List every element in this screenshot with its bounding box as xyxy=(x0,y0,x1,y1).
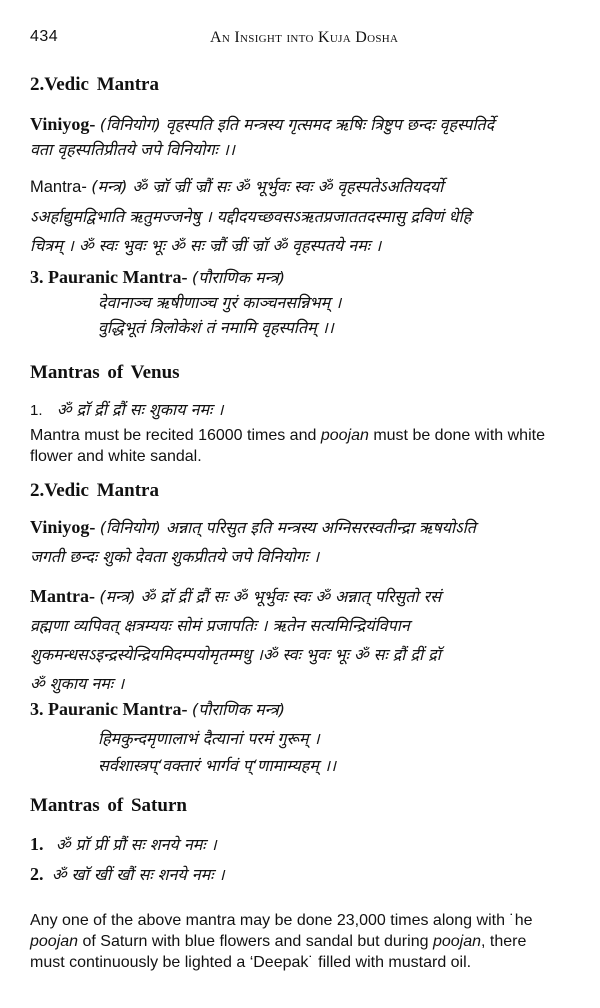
paragraph-text: , there xyxy=(480,933,527,950)
jupiter-vedic-section xyxy=(30,74,580,96)
venus-vedic-section xyxy=(30,480,580,502)
list-number: 2. xyxy=(30,864,44,884)
paragraph-line: Any one of the above mantra may be done 23,000 times along with ˙he xyxy=(30,912,533,929)
running-header xyxy=(30,28,580,52)
viniyog-text-line: (विनियोग) वृहस्पति इति मन्त्रस्य गृत्समद ऋषिः त्रिष्टुप छन्दः वृहस्पतिर्दे xyxy=(99,115,495,134)
instruction-text: flower and white sandal. xyxy=(30,448,202,465)
jupiter-mantra xyxy=(30,174,580,258)
mantra-label: Mantra- xyxy=(30,586,95,606)
section-heading: Mantras of Venus xyxy=(30,362,180,383)
viniyog-text-line: वता वृहस्पतिप्रीतये जपे विनियोगः ।। xyxy=(30,140,235,159)
list-number: 1. xyxy=(30,402,43,419)
section-heading: 2.Vedic Mantra xyxy=(30,74,159,95)
list-number: 1. xyxy=(30,834,44,854)
pauranic-heading-deva: (पौराणिक मन्त्र) xyxy=(191,268,285,287)
venus-section xyxy=(30,362,580,384)
list-item xyxy=(30,862,580,887)
viniyog-text-line: (विनियोग) अन्नात् परिसुत इति मन्त्रस्य अग्निसरस्वतीन्द्रा ऋषयोऽति xyxy=(99,518,476,537)
paragraph-text: of Saturn with blue flowers and sandal but during xyxy=(78,933,433,950)
paragraph-line: must continuously be lighted a ‘Deepak˙ filled with mustard oil. xyxy=(30,954,472,971)
venus-instruction xyxy=(30,425,580,467)
mantra-text-line: चित्रम् । ॐ स्वः भुवः भूः ॐ सः ज्रौं ज्रीं ज्रॉ ॐ वृहस्पतये नमः । xyxy=(30,236,382,255)
section-heading: Mantras of Saturn xyxy=(30,795,187,816)
mantra-text-line: (मन्त्र) ॐ द्रॉ द्रीं द्रौं सः ॐ भूर्भुवः स्वः ॐ अन्नात् परिसुतो रसं xyxy=(99,587,442,606)
instruction-term: poojan xyxy=(320,427,369,444)
saturn-mantra-list xyxy=(30,832,580,887)
viniyog-label: Viniyog- xyxy=(30,114,96,134)
mantra-text: ॐ खॉ खीं खौं सः शनये नमः । xyxy=(51,865,225,884)
mantra-text: ॐ प्रॉ प्रीं प्रौं सः शनये नमः । xyxy=(55,835,217,854)
mantra-text-line: शुकमन्धसऽइन्द्रस्येन्द्रियमिदम्पयोमृतम्मधु ।ॐ स्वः भुवः भूः ॐ सः द्रौं द्रीं द्रॉ xyxy=(30,645,441,664)
saturn-section xyxy=(30,795,580,817)
jupiter-viniyog xyxy=(30,112,580,162)
venus-pauranic-section xyxy=(30,697,580,778)
venus-mantra-1 xyxy=(30,397,580,423)
mantra-text-line: व्रह्मणा व्यपिवत् क्षत्रम्ययः सोमं प्रजापतिः । ऋतेन सत्यमिन्द्रियंविपान xyxy=(30,616,410,635)
verse-line: हिमकुन्दमृणालाभं दैत्यानां परमं गुरूम् । xyxy=(98,729,320,748)
jupiter-pauranic-section xyxy=(30,265,580,340)
verse-line: वुद्धिभूतं त्रिलोकेशं तं नमामि वृहस्पतिम् ।। xyxy=(98,318,334,337)
pauranic-heading-deva: (पौराणिक मन्त्र) xyxy=(191,700,285,719)
mantra-label: Mantra- xyxy=(30,178,87,196)
viniyog-label: Viniyog- xyxy=(30,517,96,537)
pauranic-heading: 3. Pauranic Mantra- xyxy=(30,267,188,287)
verse-line: सर्वशास्त्रप्‘वक्तारं भार्गवं प्‘णामाम्यहम् ।। xyxy=(98,756,337,775)
saturn-closing-paragraph xyxy=(30,910,580,973)
pauranic-heading: 3. Pauranic Mantra- xyxy=(30,699,188,719)
instruction-text: Mantra must be recited 16000 times and xyxy=(30,427,321,444)
mantra-text-line: (मन्त्र) ॐ ज्रॉ ज्रीं ज्रौं सः ॐ भूर्भुवः स्वः ॐ वृहस्पतेऽअतियदर्यो xyxy=(91,177,444,196)
venus-viniyog xyxy=(30,515,580,569)
list-item xyxy=(30,832,580,857)
venus-mantra xyxy=(30,584,580,696)
mantra-text-line: ॐ शुकाय नमः । xyxy=(30,674,125,693)
mantra-text: ॐ द्रॉ द्रीं द्रौं सः शुकाय नमः । xyxy=(56,400,224,419)
section-heading: 2.Vedic Mantra xyxy=(30,480,159,501)
paragraph-term: poojan xyxy=(432,933,481,950)
paragraph-term: poojan xyxy=(30,933,79,950)
verse-line: देवानाञ्च ऋषीणाञ्च गुरं काञ्चनसन्निभम् । xyxy=(98,293,342,312)
viniyog-text-line: जगती छन्दः शुको देवता शुकप्रीतये जपे विनियोगः । xyxy=(30,547,320,566)
instruction-text: must be done with white xyxy=(368,427,545,444)
paragraph-line xyxy=(30,931,580,952)
mantra-text-line: ऽअर्हाद्युमद्विभाति ऋतुमज्जनेषु । यद्दीदयच्छवसऽऋतप्रजाततदस्मासु द्रविणं धेहि xyxy=(30,207,472,226)
page-number: 434 xyxy=(30,28,59,45)
running-title: An Insight into Kuja Dosha xyxy=(210,29,399,46)
